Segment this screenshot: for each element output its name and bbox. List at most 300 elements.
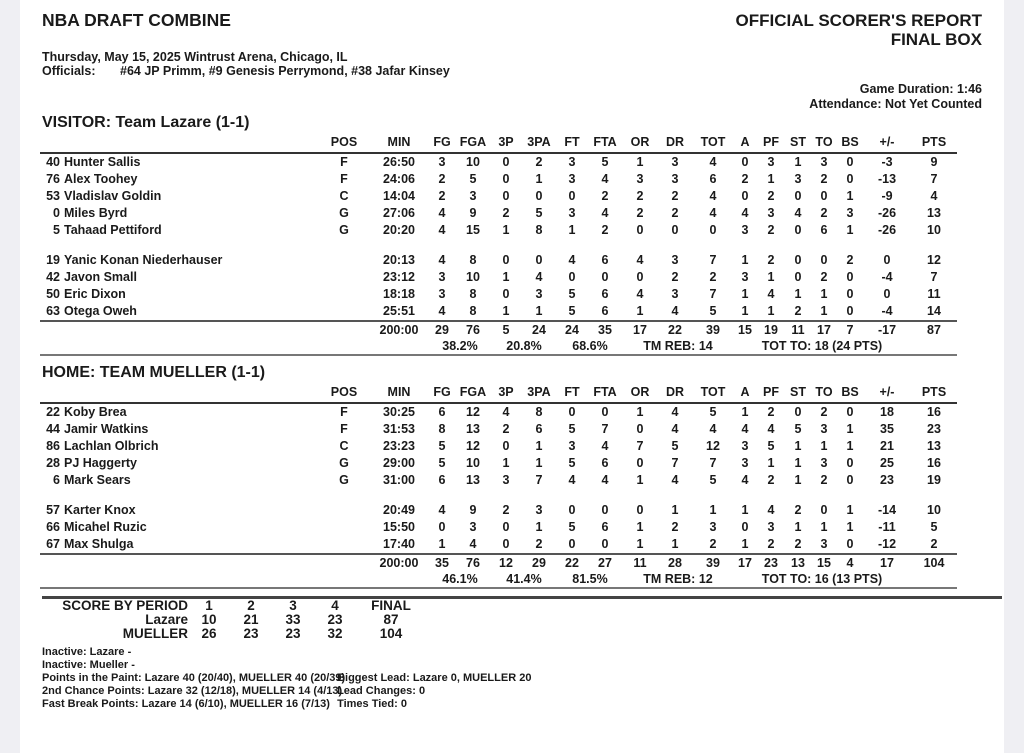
stat-or: 0 <box>636 270 644 284</box>
inactive-home: Inactive: Mueller - <box>42 659 135 671</box>
stat-fta: 4 <box>601 473 609 487</box>
jersey-number: 0 <box>53 206 60 220</box>
stat-pf: 4 <box>767 287 775 301</box>
stat-pts: 11 <box>927 287 941 301</box>
stat-tot: 7 <box>709 456 717 470</box>
player-cell <box>40 252 319 269</box>
total-plus-minus: -17 <box>863 321 911 339</box>
period-score: 10 <box>201 612 217 627</box>
stat-fga: 12 <box>466 439 480 453</box>
stat-ft: 0 <box>568 270 576 284</box>
stat-fg: 4 <box>438 503 446 517</box>
stat-fg: 4 <box>438 223 446 237</box>
total-fta: 27 <box>587 554 623 572</box>
player-row <box>40 403 957 421</box>
stat-bs: 0 <box>846 456 854 470</box>
stat-bs: 1 <box>846 439 854 453</box>
stat-3p: 3 <box>502 473 510 487</box>
stat-st: 0 <box>794 223 802 237</box>
stat-fta: 4 <box>601 172 609 186</box>
stat-fg: 6 <box>438 405 446 419</box>
column-header-pts: PTS <box>911 133 957 153</box>
stat-fga: 13 <box>466 422 480 436</box>
player-row <box>40 519 957 536</box>
stat-st: 1 <box>794 439 802 453</box>
stat-plus-minus: 23 <box>880 473 894 487</box>
team-name: Lazare <box>145 612 188 627</box>
total-min: 200:00 <box>369 321 429 339</box>
report-title: OFFICIAL SCORER'S REPORT <box>735 11 982 30</box>
stat-3p: 1 <box>502 223 510 237</box>
stat-pts: 9 <box>930 155 938 169</box>
stat-tot: 5 <box>709 473 717 487</box>
stat-min: 24:06 <box>383 172 415 186</box>
stat-plus-minus: -4 <box>881 304 893 318</box>
stat-3p: 0 <box>502 189 510 203</box>
stat-dr: 4 <box>671 405 679 419</box>
stat-fga: 9 <box>469 206 477 220</box>
stat-ft: 0 <box>568 503 576 517</box>
team-name: MUELLER <box>122 626 188 641</box>
stat-st: 5 <box>794 422 802 436</box>
stat-3pa: 8 <box>535 405 543 419</box>
row-gap <box>40 489 957 502</box>
ft-percentage: 68.6% <box>557 339 623 355</box>
jersey-number: 57 <box>46 503 60 517</box>
officials-names: #64 JP Primm, #9 Genesis Perrymond, #38 Jafar Kinsey <box>120 64 450 78</box>
stat-dr: 2 <box>671 520 679 534</box>
stat-pos: F <box>340 172 348 186</box>
stat-st: 0 <box>794 253 802 267</box>
player-row <box>40 188 957 205</box>
stat-pf: 4 <box>767 503 775 517</box>
column-header-row <box>40 133 957 153</box>
stat-min: 20:49 <box>383 503 415 517</box>
stat-fta: 2 <box>601 223 609 237</box>
stat-a: 0 <box>741 520 749 534</box>
stat-st: 1 <box>794 473 802 487</box>
three-point-percentage: 41.4% <box>491 572 557 588</box>
stat-or: 0 <box>636 223 644 237</box>
player-cell <box>40 502 319 519</box>
stat-min: 15:50 <box>383 520 415 534</box>
column-header-pts: PTS <box>911 383 957 403</box>
total-fta: 35 <box>587 321 623 339</box>
stat-pos <box>319 252 369 269</box>
player-cell <box>40 403 319 421</box>
stat-3p: 1 <box>502 304 510 318</box>
stat-st: 1 <box>794 456 802 470</box>
home-team-title: HOME: TEAM MUELLER (1-1) <box>42 364 266 381</box>
stat-fta: 6 <box>601 253 609 267</box>
stat-pts: 13 <box>927 439 941 453</box>
stat-3pa: 3 <box>535 287 543 301</box>
stat-3p: 0 <box>502 287 510 301</box>
stat-plus-minus: -4 <box>881 270 893 284</box>
stat-ft: 3 <box>568 155 576 169</box>
stat-pos: G <box>339 206 349 220</box>
column-header-tot: TOT <box>693 383 733 403</box>
player-name: Yanic Konan Niederhauser <box>64 253 223 267</box>
stat-min: 17:40 <box>383 537 415 551</box>
stat-pos <box>319 286 369 303</box>
stat-to: 2 <box>820 206 828 220</box>
stat-fg: 6 <box>438 473 446 487</box>
stat-pf: 2 <box>767 253 775 267</box>
jersey-number: 63 <box>46 304 60 318</box>
percentages-row <box>40 339 957 355</box>
jersey-number: 53 <box>46 189 60 203</box>
stat-fg: 4 <box>438 253 446 267</box>
stat-ft: 3 <box>568 172 576 186</box>
player-cell <box>40 286 319 303</box>
stat-bs: 0 <box>846 287 854 301</box>
stat-pts: 7 <box>930 172 938 186</box>
lead-changes: Lead Changes: 0 <box>337 685 426 697</box>
stat-dr: 2 <box>671 270 679 284</box>
period-score: 23 <box>243 626 259 641</box>
game-meta <box>42 50 450 78</box>
player-cell <box>40 536 319 554</box>
stat-to: 2 <box>820 473 828 487</box>
stat-tot: 12 <box>706 439 720 453</box>
stat-ft: 5 <box>568 456 576 470</box>
stat-or: 0 <box>636 503 644 517</box>
player-cell <box>40 455 319 472</box>
stat-dr: 3 <box>671 172 679 186</box>
stat-pf: 2 <box>767 473 775 487</box>
player-row <box>40 303 957 321</box>
stat-to: 3 <box>820 537 828 551</box>
ft-percentage: 81.5% <box>557 572 623 588</box>
player-row <box>40 222 957 239</box>
stat-pos: G <box>339 223 349 237</box>
stat-bs: 1 <box>846 422 854 436</box>
total-fga: 76 <box>455 321 491 339</box>
period-header: 1 <box>205 598 213 613</box>
stat-to: 0 <box>820 253 828 267</box>
jersey-number: 66 <box>46 520 60 534</box>
stat-st: 0 <box>794 405 802 419</box>
stat-pf: 1 <box>767 270 775 284</box>
stat-bs: 0 <box>846 172 854 186</box>
final-score: 87 <box>383 612 399 627</box>
stat-3pa: 1 <box>535 304 543 318</box>
stat-pts: 14 <box>927 304 941 318</box>
player-cell <box>40 222 319 239</box>
jersey-number: 44 <box>46 422 60 436</box>
stat-pos <box>319 303 369 321</box>
stat-3p: 0 <box>502 172 510 186</box>
stat-fga: 8 <box>469 304 477 318</box>
stat-tot: 5 <box>709 405 717 419</box>
stat-to: 0 <box>820 189 828 203</box>
stat-pf: 4 <box>767 422 775 436</box>
stat-fta: 7 <box>601 422 609 436</box>
stat-dr: 1 <box>671 537 679 551</box>
stat-a: 1 <box>741 503 749 517</box>
jersey-number: 22 <box>46 405 60 419</box>
stat-plus-minus: -12 <box>877 537 897 551</box>
stat-pts: 16 <box>927 405 941 419</box>
stat-a: 4 <box>741 206 749 220</box>
total-pf: 23 <box>757 554 785 572</box>
stat-fta: 6 <box>601 520 609 534</box>
scorer-report-page <box>20 0 1004 753</box>
stat-3p: 1 <box>502 270 510 284</box>
stat-3p: 2 <box>502 503 510 517</box>
stat-pts: 2 <box>930 537 938 551</box>
officials-line <box>42 64 450 78</box>
column-header-min: MIN <box>369 383 429 403</box>
stat-pos: G <box>339 456 349 470</box>
column-header-dr: DR <box>657 133 693 153</box>
player-name: Jamir Watkins <box>64 422 149 436</box>
stat-bs: 0 <box>846 405 854 419</box>
inactive-visitor: Inactive: Lazare - <box>42 646 132 658</box>
stat-tot: 1 <box>709 503 717 517</box>
stat-min: 26:50 <box>383 155 415 169</box>
total-plus-minus: 17 <box>863 554 911 572</box>
column-header-pf: PF <box>757 383 785 403</box>
final-header: FINAL <box>371 598 411 613</box>
score-by-period-table <box>42 596 1002 641</box>
player-row <box>40 455 957 472</box>
stat-pos <box>319 519 369 536</box>
stat-pf: 2 <box>767 405 775 419</box>
player-cell <box>40 269 319 286</box>
stat-st: 4 <box>794 206 802 220</box>
stat-plus-minus: -9 <box>881 189 893 203</box>
stat-pf: 5 <box>767 439 775 453</box>
stat-dr: 7 <box>671 456 679 470</box>
stat-fta: 0 <box>601 503 609 517</box>
stat-pos <box>319 502 369 519</box>
jersey-number: 5 <box>53 223 60 237</box>
total-3pa: 29 <box>521 554 557 572</box>
team-rebounds: TM REB: 14 <box>623 339 733 355</box>
second-chance-points: 2nd Chance Points: Lazare 32 (12/18), MUELLER 14 (4/13) <box>42 685 343 697</box>
stat-pos <box>319 269 369 286</box>
fg-percentage: 38.2% <box>429 339 491 355</box>
player-row <box>40 472 957 489</box>
stat-plus-minus: 0 <box>883 287 891 301</box>
stat-plus-minus: -3 <box>881 155 893 169</box>
stat-3pa: 1 <box>535 172 543 186</box>
score-by-period-row <box>42 613 1002 627</box>
stat-a: 3 <box>741 223 749 237</box>
score-by-period-label: SCORE BY PERIOD <box>62 598 188 613</box>
stat-3pa: 1 <box>535 456 543 470</box>
stat-fg: 5 <box>438 456 446 470</box>
stat-plus-minus: 0 <box>883 253 891 267</box>
stat-pf: 1 <box>767 456 775 470</box>
column-header-st: ST <box>785 383 811 403</box>
stat-to: 6 <box>820 223 828 237</box>
stat-or: 2 <box>636 206 644 220</box>
stat-to: 3 <box>820 456 828 470</box>
player-name: Micahel Ruzic <box>64 520 147 534</box>
stat-bs: 1 <box>846 189 854 203</box>
stat-fg: 3 <box>438 155 446 169</box>
stat-fta: 6 <box>601 304 609 318</box>
stat-min: 23:12 <box>383 270 415 284</box>
stat-min: 31:00 <box>383 473 415 487</box>
stat-pf: 1 <box>767 304 775 318</box>
stat-fg: 4 <box>438 304 446 318</box>
stat-pf: 2 <box>767 537 775 551</box>
column-header-pos: POS <box>319 133 369 153</box>
stat-or: 2 <box>636 189 644 203</box>
total-or: 17 <box>623 321 657 339</box>
stat-pts: 5 <box>930 520 938 534</box>
stat-a: 2 <box>741 172 749 186</box>
column-header-to: TO <box>811 133 837 153</box>
stat-3p: 2 <box>502 206 510 220</box>
stat-3pa: 0 <box>535 189 543 203</box>
stat-tot: 4 <box>709 155 717 169</box>
stat-3pa: 5 <box>535 206 543 220</box>
stat-to: 2 <box>820 172 828 186</box>
stat-pf: 3 <box>767 155 775 169</box>
totals-row <box>40 321 957 339</box>
stat-pts: 13 <box>927 206 941 220</box>
stat-3pa: 1 <box>535 520 543 534</box>
column-header-fga: FGA <box>455 133 491 153</box>
stat-st: 1 <box>794 520 802 534</box>
period-score: 23 <box>327 612 343 627</box>
stat-a: 3 <box>741 456 749 470</box>
stat-ft: 3 <box>568 206 576 220</box>
fast-break-points: Fast Break Points: Lazare 14 (6/10), MUELLER 16 (7/13) <box>42 698 330 710</box>
stat-st: 2 <box>794 503 802 517</box>
stat-pts: 16 <box>927 456 941 470</box>
stat-fga: 12 <box>466 405 480 419</box>
stat-pts: 10 <box>927 223 941 237</box>
stat-3p: 0 <box>502 537 510 551</box>
stat-tot: 2 <box>709 537 717 551</box>
times-tied: Times Tied: 0 <box>337 698 407 710</box>
stat-3pa: 2 <box>535 155 543 169</box>
player-name: Alex Toohey <box>64 172 138 186</box>
total-tot: 39 <box>693 321 733 339</box>
column-header-fta: FTA <box>587 383 623 403</box>
column-header-pf: PF <box>757 133 785 153</box>
stat-min: 14:04 <box>383 189 415 203</box>
stat-to: 2 <box>820 405 828 419</box>
player-row <box>40 438 957 455</box>
stat-fga: 3 <box>469 520 477 534</box>
column-header-bs: BS <box>837 133 863 153</box>
column-header-player <box>40 383 319 403</box>
total-turnovers: TOT TO: 18 (24 PTS) <box>733 339 911 355</box>
player-row <box>40 269 957 286</box>
jersey-number: 6 <box>53 473 60 487</box>
stat-fta: 5 <box>601 155 609 169</box>
stat-plus-minus: -11 <box>878 520 896 534</box>
player-cell <box>40 171 319 188</box>
column-header-fga: FGA <box>455 383 491 403</box>
total-st: 13 <box>785 554 811 572</box>
stat-pos: C <box>339 439 349 453</box>
player-row <box>40 153 957 171</box>
player-name: Hunter Sallis <box>64 155 141 169</box>
total-to: 15 <box>811 554 837 572</box>
stat-bs: 0 <box>846 270 854 284</box>
stat-or: 1 <box>636 155 644 169</box>
period-header: 3 <box>289 598 297 613</box>
total-a: 15 <box>733 321 757 339</box>
stat-dr: 4 <box>671 473 679 487</box>
stat-ft: 0 <box>568 405 576 419</box>
total-3p: 5 <box>491 321 521 339</box>
visitor-team-title: VISITOR: Team Lazare (1-1) <box>42 114 250 131</box>
stat-ft: 5 <box>568 304 576 318</box>
stat-min: 31:53 <box>383 422 415 436</box>
total-3p: 12 <box>491 554 521 572</box>
stat-ft: 3 <box>568 439 576 453</box>
stat-fg: 5 <box>438 439 446 453</box>
stat-dr: 3 <box>671 253 679 267</box>
player-name: Eric Dixon <box>64 287 126 301</box>
stat-3pa: 6 <box>535 422 543 436</box>
stat-3pa: 4 <box>535 270 543 284</box>
column-header-min: MIN <box>369 133 429 153</box>
stat-st: 2 <box>794 304 802 318</box>
stat-pos: G <box>339 473 349 487</box>
stat-min: 20:20 <box>383 223 415 237</box>
stat-pts: 7 <box>930 270 938 284</box>
stat-a: 0 <box>741 189 749 203</box>
total-pf: 19 <box>757 321 785 339</box>
stat-ft: 5 <box>568 422 576 436</box>
stat-plus-minus: -13 <box>877 172 897 186</box>
player-row <box>40 536 957 554</box>
total-bs: 4 <box>837 554 863 572</box>
stat-tot: 7 <box>709 253 717 267</box>
report-subtitle: FINAL BOX <box>890 30 982 49</box>
total-fg: 29 <box>429 321 455 339</box>
total-to: 17 <box>811 321 837 339</box>
stat-3p: 0 <box>502 155 510 169</box>
stat-a: 4 <box>741 473 749 487</box>
stat-pf: 2 <box>767 223 775 237</box>
stat-ft: 4 <box>568 473 576 487</box>
column-header-to: TO <box>811 383 837 403</box>
column-header-player <box>40 133 319 153</box>
player-row <box>40 252 957 269</box>
stat-3pa: 7 <box>535 473 543 487</box>
column-header-or: OR <box>623 383 657 403</box>
player-name: Lachlan Olbrich <box>64 439 159 453</box>
total-fga: 76 <box>455 554 491 572</box>
player-name: Mark Sears <box>64 473 131 487</box>
player-row <box>40 502 957 519</box>
stat-fg: 8 <box>438 422 446 436</box>
stat-fta: 4 <box>601 439 609 453</box>
player-cell <box>40 205 319 222</box>
player-name: Vladislav Goldin <box>64 189 162 203</box>
stat-tot: 4 <box>709 189 717 203</box>
stat-fg: 2 <box>438 189 446 203</box>
stat-tot: 4 <box>709 422 717 436</box>
jersey-number: 28 <box>46 456 60 470</box>
period-score: 26 <box>201 626 217 641</box>
total-fg: 35 <box>429 554 455 572</box>
stat-a: 1 <box>741 253 749 267</box>
stat-min: 30:25 <box>383 405 415 419</box>
row-gap <box>40 239 957 252</box>
